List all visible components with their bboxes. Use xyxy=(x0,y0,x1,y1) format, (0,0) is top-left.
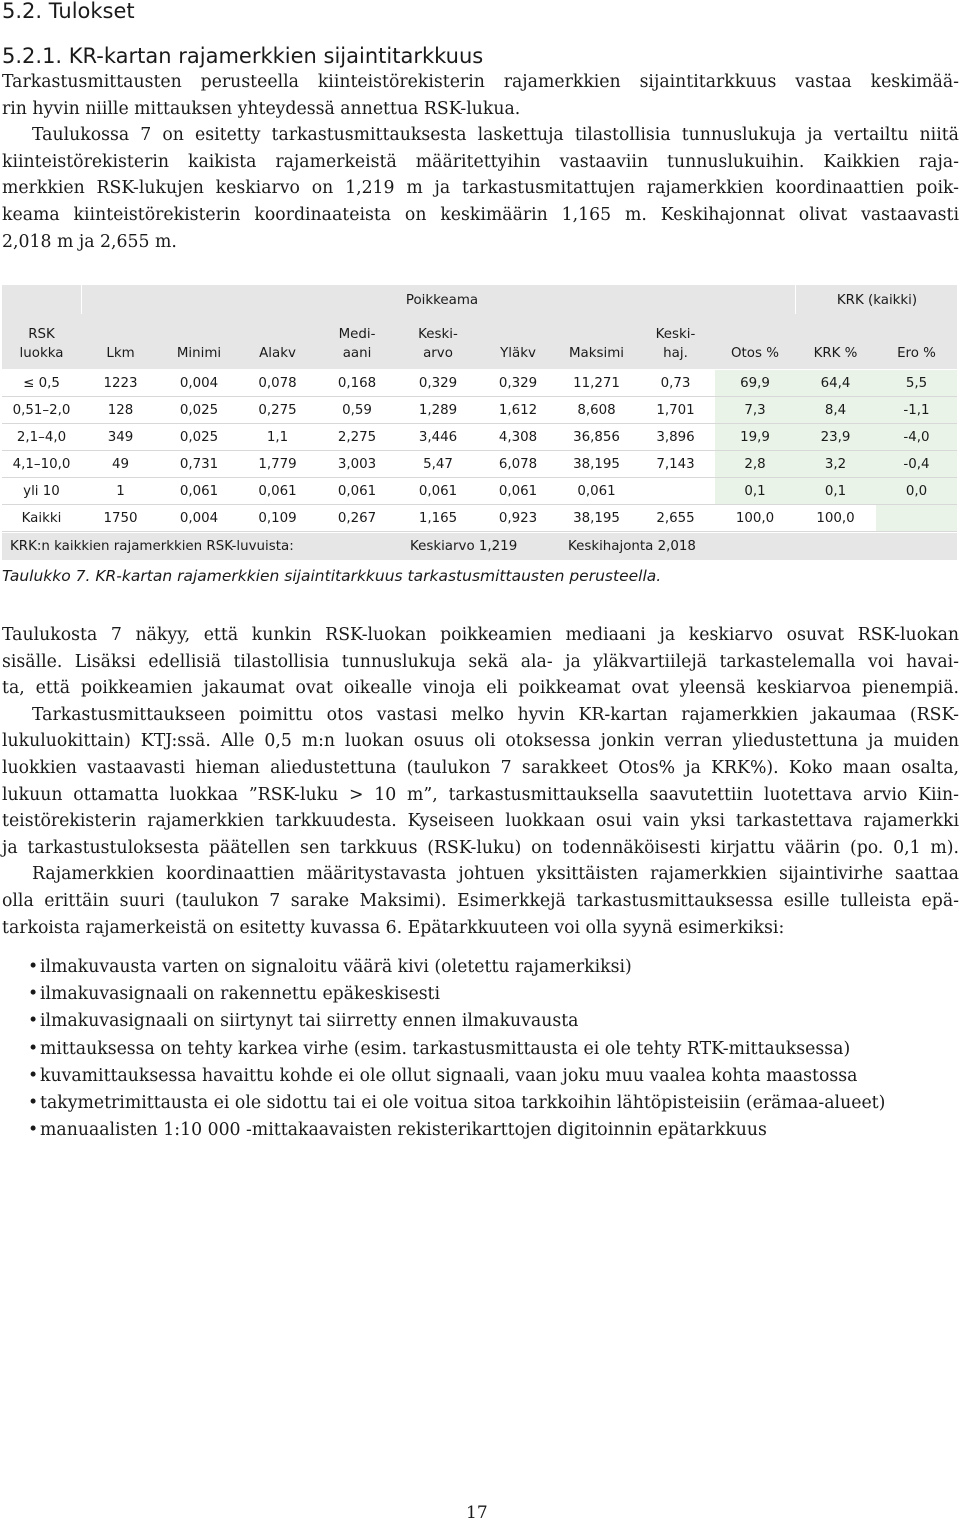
column-header-line xyxy=(81,325,160,344)
table-cell: 1,289 xyxy=(418,403,458,418)
paragraph-1 xyxy=(2,69,959,255)
table-cell: 0,923 xyxy=(498,511,538,526)
column-header-line: Otos % xyxy=(731,346,779,361)
table-cell: 19,9 xyxy=(740,430,770,445)
text-line: merkkien RSK-lukujen keskiarvo on 1,219 m ja tarkastusmitattujen rajamerkkien koordinaattien poik- xyxy=(2,178,959,199)
table-cell: 8,608 xyxy=(577,403,616,418)
table-row xyxy=(2,505,957,532)
table-row xyxy=(2,397,957,424)
column-header xyxy=(715,325,795,369)
list-item: • mittauksessa on tehty karkea virhe (esim. tarkastusmittausta ei ole tehty RTK-mittauksessa) xyxy=(2,1036,885,1063)
grid-line xyxy=(2,531,957,532)
list-item: • ilmakuvausta varten on signaloitu väärä kivi (oletettu rajamerkiksi) xyxy=(2,954,885,981)
table-cell: 0,731 xyxy=(179,457,219,472)
text-line: lukuun ottamatta luokkaa ”RSK-luku > 10 m”, tarkastusmittauksella saavutettiin luotettava arvio Kiin- xyxy=(2,784,959,805)
table-cell xyxy=(636,478,715,505)
table-cell: -4,0 xyxy=(903,430,930,445)
text-line: lukuluokittain) KTJ:ssä. Alle 0,5 m:n luokan osuus oli otoksessa jonkin verran yliedustettuna ja muiden xyxy=(2,731,959,752)
text-line: Tarkastusmittaukseen poimittu otos vastasi melko hyvin KR-kartan rajamerkkien jakaumaa (RSK- xyxy=(32,704,959,725)
text-line: 2,018 m ja 2,655 m. xyxy=(2,231,177,252)
table-cell: 100,0 xyxy=(816,511,855,526)
text-line: luokkien vastaavasti hieman aliedustettuna (taulukon 7 sarakkeet Otos% ja KRK%). Koko maan osalta, xyxy=(2,757,959,778)
table-cell: 5,5 xyxy=(905,376,928,391)
table-cell: 2,275 xyxy=(337,430,377,445)
table-cell: 0,061 xyxy=(498,484,538,499)
table-cell xyxy=(876,505,957,532)
column-header-line: RSK xyxy=(28,327,55,342)
column-header xyxy=(81,325,160,369)
column-header xyxy=(2,325,81,369)
column-header-line: Medi- xyxy=(338,327,376,342)
text-line: ta, että poikkeamien jakaumat ovat oikealle vinoja eli poikkeamat ovat yleensä keskiarvoa pienempiä. xyxy=(2,678,959,699)
list-item: • kuvamittauksessa havaittu kohde ei ole ollut signaali, vaan joku muu vaalea kohta maastossa xyxy=(2,1063,885,1090)
table-cell: 69,9 xyxy=(740,376,770,391)
table-cell: 0,0 xyxy=(905,484,928,499)
list-item: • ilmakuvasignaali on siirtynyt tai siirretty ennen ilmakuvausta xyxy=(2,1008,885,1035)
table-cell: 2,8 xyxy=(744,457,766,472)
table-cell: 0,025 xyxy=(179,403,219,418)
column-header xyxy=(160,325,238,369)
list-item: • manuaalisten 1:10 000 -mittakaavaisten rekisterikarttojen digitoinnin epätarkkuus xyxy=(2,1117,885,1144)
table-cell: 36,856 xyxy=(573,430,620,445)
table-cell: 1,612 xyxy=(498,403,538,418)
table-cell: 4,308 xyxy=(498,430,538,445)
table-footer-row xyxy=(2,533,957,560)
column-header xyxy=(876,325,957,369)
bullet-list xyxy=(2,954,885,1144)
table-cell: 0,061 xyxy=(179,484,219,499)
table-cell: -0,4 xyxy=(903,457,930,472)
table-cell: 0,061 xyxy=(337,484,377,499)
table-cell: Kaikki xyxy=(21,511,62,526)
column-header-line xyxy=(715,325,795,344)
table-row xyxy=(2,478,957,505)
table-cell: 1750 xyxy=(103,511,138,526)
column-header-line: Lkm xyxy=(106,346,135,361)
text-line: sisälle. Lisäksi edellisiä tilastollisia tunnuslukuja sekä ala- ja yläkvartiilejä tarkastelemalla voi havai- xyxy=(2,651,959,672)
table-cell: -1,1 xyxy=(903,403,930,418)
table-cell: 0,267 xyxy=(337,511,377,526)
column-header-line: aani xyxy=(342,346,372,361)
group-header-krk: KRK (kaikki) xyxy=(836,293,918,308)
column-header-line xyxy=(795,325,876,344)
table-cell: 38,195 xyxy=(573,457,620,472)
column-header xyxy=(557,325,636,369)
table-cell: 0,275 xyxy=(258,403,297,418)
table-cell: 0,109 xyxy=(258,511,297,526)
column-header-line: Alakv xyxy=(259,346,296,361)
table-cell: 49 xyxy=(111,457,130,472)
grid-line xyxy=(2,369,957,370)
column-header-line: KRK % xyxy=(813,346,858,361)
group-header-poikkeama: Poikkeama xyxy=(405,293,479,308)
column-header-line xyxy=(876,325,957,344)
table-cell: 1 xyxy=(116,484,125,499)
column-header-line: Minimi xyxy=(176,346,222,361)
table-cell: 8,4 xyxy=(824,403,847,418)
table-row xyxy=(2,370,957,397)
table-cell: 1,165 xyxy=(418,511,458,526)
table-cell: 64,4 xyxy=(820,376,851,391)
table-cell: 0,73 xyxy=(660,376,691,391)
text-line: keama kiinteistörekisterin koordinaateista on keskimäärin 1,165 m. Keskihajonnat olivat vastaavasti xyxy=(2,204,959,225)
table-cell: 0,025 xyxy=(179,430,219,445)
table-cell: yli 10 xyxy=(23,484,60,499)
table-cell: 11,271 xyxy=(573,376,620,391)
text-line: olla erittäin suuri (taulukon 7 sarake Maksimi). Esimerkkejä tarkastusmittauksessa esille tulleista epä- xyxy=(2,890,959,911)
column-header-line xyxy=(160,325,238,344)
table-cell: 128 xyxy=(107,403,134,418)
grid-line xyxy=(81,285,82,314)
table-cell: 349 xyxy=(107,430,134,445)
column-header-line: Ero % xyxy=(897,346,936,361)
text-line: teistörekisterin rajamerkkien tarkkuudesta. Kyseiseen luokkaan osui vain yksi tarkastettava rajamerkki xyxy=(2,811,959,832)
column-header-line: Keski- xyxy=(655,327,696,342)
table-cell: 0,004 xyxy=(179,376,219,391)
table-cell: 0,061 xyxy=(577,484,616,499)
table-cell: 23,9 xyxy=(820,430,851,445)
text-line: rin hyvin niille mittauksen yhteydessä annettua RSK-lukua. xyxy=(2,98,521,119)
text-line: Taulukossa 7 on esitetty tarkastusmittauksesta laskettuja tilastollisia tunnuslukuja ja vertailtu niitä xyxy=(32,125,959,146)
table-cell: 0,1 xyxy=(824,484,847,499)
section-title: 5.2. Tulokset xyxy=(2,0,135,23)
column-header-line: arvo xyxy=(423,346,453,361)
paragraph-2 xyxy=(2,622,959,941)
table-cell: 100,0 xyxy=(735,511,775,526)
table-cell: 0,1 xyxy=(744,484,766,499)
table-cell: 3,2 xyxy=(824,457,847,472)
column-header-line xyxy=(238,325,317,344)
text-line: Rajamerkkien koordinaattien määritystavasta johtuen yksittäisten rajamerkkien sijaintivirhe saattaa xyxy=(32,864,959,885)
column-header-line xyxy=(479,325,557,344)
list-item: • ilmakuvasignaali on rakennettu epäkeskisesti xyxy=(2,981,885,1008)
table-cell: 7,143 xyxy=(656,457,695,472)
table-cell: 2,1–4,0 xyxy=(16,430,67,445)
table-cell: 1,1 xyxy=(266,430,289,445)
footer-std: Keskihajonta 2,018 xyxy=(568,539,696,554)
table-cell: 2,655 xyxy=(656,511,695,526)
table-cell: 0,329 xyxy=(498,376,538,391)
table-row xyxy=(2,451,957,478)
table-cell: 3,446 xyxy=(418,430,458,445)
column-header-line: Maksimi xyxy=(569,346,624,361)
table-cell: 0,078 xyxy=(258,376,297,391)
table-row xyxy=(2,424,957,451)
text-line: Tarkastusmittausten perusteella kiinteistörekisterin rajamerkkien sijaintitarkkuus vastaa keskimää- xyxy=(2,72,959,92)
column-header xyxy=(397,325,479,369)
column-header-line xyxy=(557,325,636,344)
table-cell: 7,3 xyxy=(744,403,766,418)
column-header xyxy=(636,325,715,369)
column-header-line: Keski- xyxy=(418,327,458,342)
grid-line xyxy=(795,285,796,314)
table-cell: 0,51–2,0 xyxy=(12,403,71,418)
table-cell: 38,195 xyxy=(573,511,620,526)
table-cell: 0,59 xyxy=(342,403,372,418)
page-number: 17 xyxy=(466,1503,488,1523)
table-caption: Taulukko 7. KR-kartan rajamerkkien sijaintitarkkuus tarkastusmittausten perusteella. xyxy=(2,567,662,585)
table-cell: 0,061 xyxy=(418,484,458,499)
text-line: Taulukosta 7 näkyy, että kunkin RSK-luokan poikkeamien mediaani ja keskiarvo osuvat RSK-luokan xyxy=(2,625,959,645)
table-cell: 0,168 xyxy=(337,376,377,391)
column-header xyxy=(317,325,397,369)
subsection-title: 5.2.1. KR-kartan rajamerkkien sijaintitarkkuus xyxy=(2,44,484,68)
text-line: ja tarkastustuloksesta päätellen sen tarkkuus (RSK-luku) on todennäköisesti kirjattu väärin (po. 0,1 m). xyxy=(2,837,959,858)
table-cell: 0,329 xyxy=(418,376,458,391)
table-cell: 1223 xyxy=(103,376,138,391)
table-cell: ≤ 0,5 xyxy=(23,376,60,391)
table-cell: 5,47 xyxy=(423,457,453,472)
text-line: tarkoista rajamerkeistä on esitetty kuvassa 6. Epätarkkuuteen voi olla syynä esimerkiksi: xyxy=(2,917,785,938)
column-header-line: haj. xyxy=(663,346,688,361)
column-header-line: Yläkv xyxy=(500,346,536,361)
footer-label: KRK:n kaikkien rajamerkkien RSK-luvuista: xyxy=(10,539,294,554)
table-cell: 3,896 xyxy=(656,430,695,445)
list-item: • takymetrimittausta ei ole sidottu tai ei ole voitua sitoa tarkkoihin lähtöpisteisiin (erämaa-alueet) xyxy=(2,1090,885,1117)
table-cell: 0,061 xyxy=(258,484,297,499)
text-line: kiinteistörekisterin kaikista rajamerkeistä määritettyihin vastaaviin tunnuslukuihin. Kaikkien raja- xyxy=(2,151,959,172)
column-header xyxy=(795,325,876,369)
table-cell: 4,1–10,0 xyxy=(12,457,71,472)
table-cell: 0,004 xyxy=(179,511,219,526)
table-cell: 1,779 xyxy=(258,457,297,472)
column-header xyxy=(479,325,557,369)
table-cell: 6,078 xyxy=(498,457,538,472)
footer-mean: Keskiarvo 1,219 xyxy=(410,539,518,554)
column-header xyxy=(238,325,317,369)
table-cell: 3,003 xyxy=(337,457,377,472)
table-cell: 1,701 xyxy=(656,403,695,418)
column-header-line: luokka xyxy=(19,346,64,361)
